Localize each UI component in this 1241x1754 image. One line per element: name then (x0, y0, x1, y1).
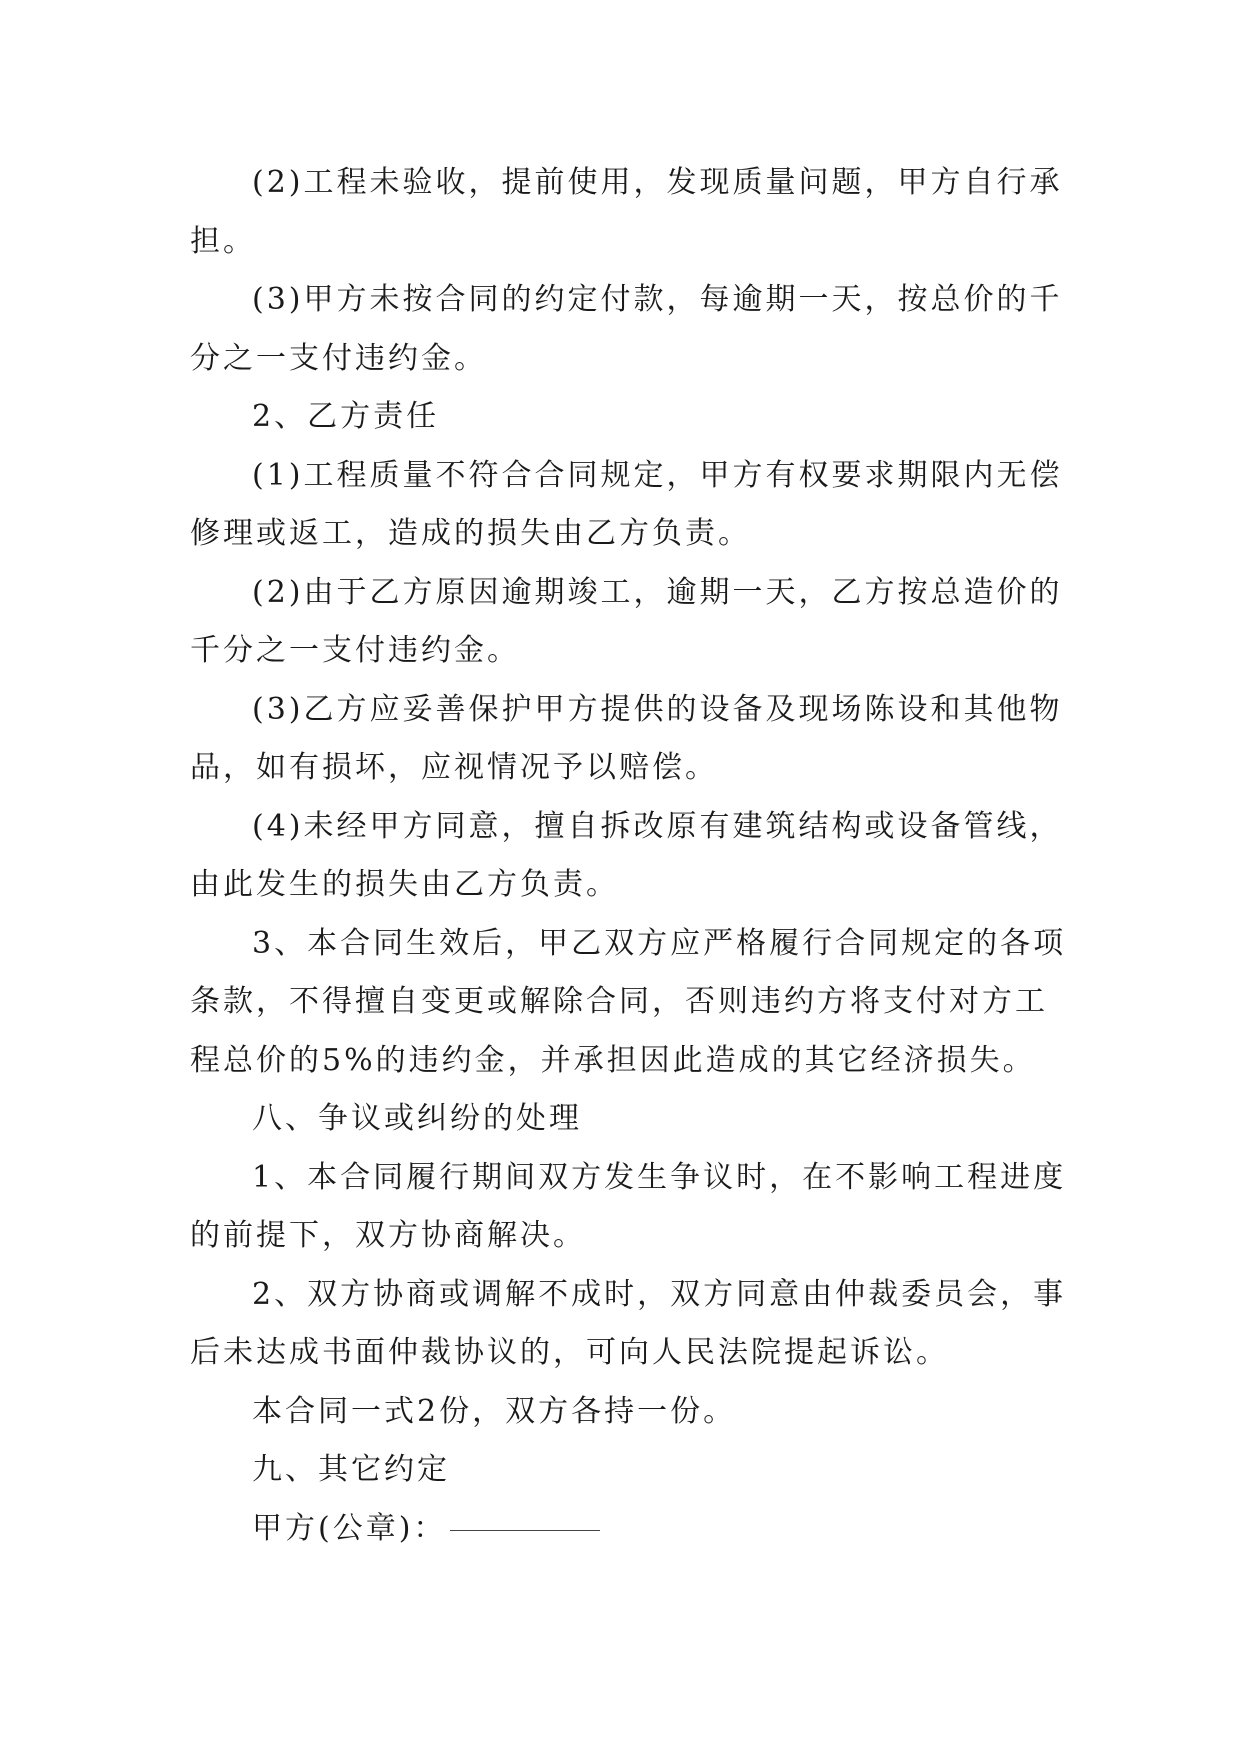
contract-body (190, 154, 1070, 1558)
clause-paragraph: 2、双方协商或调解不成时，双方同意由仲裁委员会，事后未达成书面仲裁协议的，可向人民法院提起诉讼。 (190, 1276, 1067, 1370)
clause-paragraph: (4)未经甲方同意，擅自拆改原有建筑结构或设备管线，由此发生的损失由乙方负责。 (190, 808, 1063, 902)
clause-paragraph: (2)工程未验收，提前使用，发现质量问题，甲方自行承担。 (190, 165, 1063, 259)
section-heading: 九、其它约定 (252, 1452, 450, 1487)
signature-blank (450, 1528, 600, 1531)
clause-paragraph: 3、本合同生效后，甲乙双方应严格履行合同规定的各项条款，不得擅自变更或解除合同，否则违约方将支付对方工程总价的5%的违约金，并承担因此造成的其它经济损失。 (190, 925, 1067, 1078)
section-heading: 八、争议或纠纷的处理 (252, 1101, 582, 1136)
signature-label: 甲方(公章)： (252, 1510, 447, 1546)
clause-paragraph: (3)乙方应妥善保护甲方提供的设备及现场陈设和其他物品，如有损坏，应视情况予以赔偿。 (190, 691, 1063, 785)
clause-paragraph: 1、本合同履行期间双方发生争议时，在不影响工程进度的前提下，双方协商解决。 (190, 1159, 1067, 1253)
clause-paragraph: (1)工程质量不符合合同规定，甲方有权要求期限内无偿修理或返工，造成的损失由乙方负责。 (190, 457, 1063, 551)
clause-paragraph: (2)由于乙方原因逾期竣工，逾期一天，乙方按总造价的千分之一支付违约金。 (190, 574, 1063, 668)
section-heading: 2、乙方责任 (252, 399, 440, 434)
signature-line (190, 1500, 1070, 1559)
clause-paragraph: (3)甲方未按合同的约定付款，每逾期一天，按总价的千分之一支付违约金。 (190, 282, 1063, 376)
clause-paragraph: 本合同一式2份，双方各持一份。 (252, 1393, 737, 1429)
